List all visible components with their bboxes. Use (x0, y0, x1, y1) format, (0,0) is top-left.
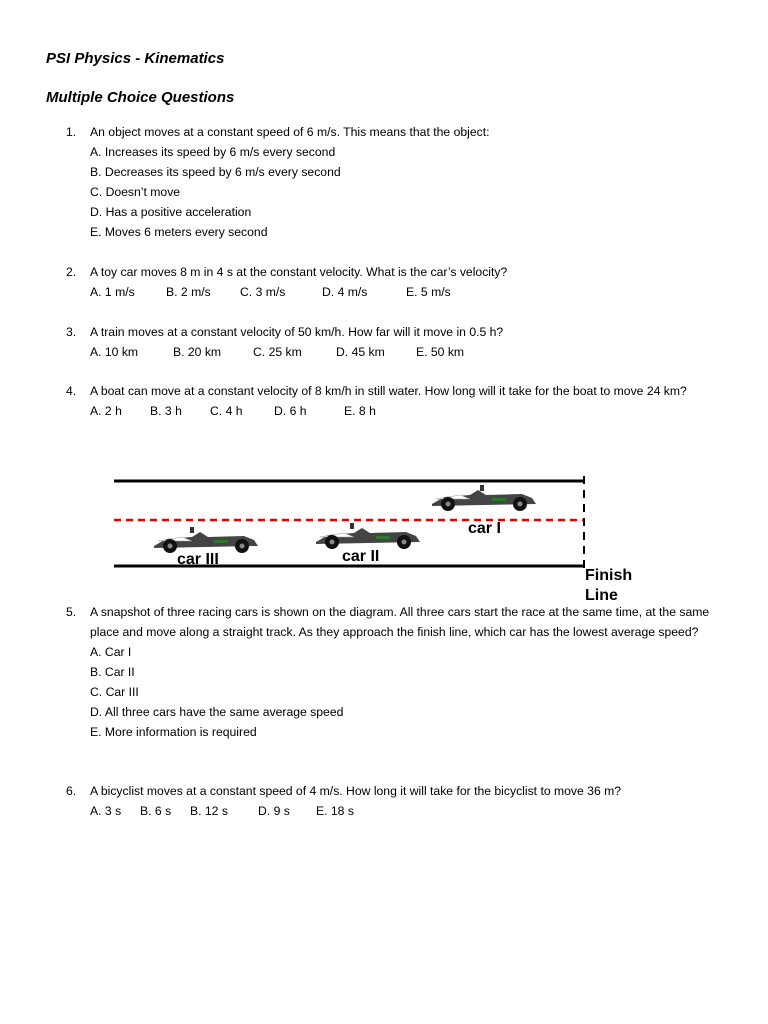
car-3-label: car III (177, 551, 219, 568)
option: D. 6 h (274, 404, 307, 418)
question-text: A train moves at a constant velocity of 50 km/h. How far will it move in 0.5 h? (90, 325, 504, 339)
option: C. Doesn’t move (90, 185, 181, 199)
question-6 (66, 781, 738, 821)
option: C. 3 m/s (240, 285, 286, 299)
option: B. 2 m/s (166, 285, 211, 299)
track-svg (110, 470, 650, 610)
question-number: 6. (66, 784, 77, 798)
finish-line-label-line2: Line (585, 587, 618, 604)
option: B. Car II (90, 665, 135, 679)
finish-line-label (585, 566, 632, 606)
race-car-2-icon (316, 523, 420, 549)
race-car-3-icon (154, 527, 258, 553)
question-text: A boat can move at a constant velocity of 8 km/h in still water. How long will it take for the boat to move 24 km? (90, 384, 687, 398)
options-row (90, 282, 738, 302)
page-title: PSI Physics - Kinematics (46, 50, 225, 67)
options-row (90, 342, 738, 362)
option: D. 4 m/s (322, 285, 368, 299)
option: D. All three cars have the same average speed (90, 705, 344, 719)
car-2-label: car II (342, 548, 380, 565)
option: B. 6 s (140, 804, 172, 818)
question-text: A toy car moves 8 m in 4 s at the constant velocity. What is the car’s velocity? (90, 265, 508, 279)
option: A. 3 s (90, 804, 122, 818)
finish-line-label-line1: Finish (585, 567, 633, 584)
race-track-diagram (110, 470, 650, 610)
question-text: A bicyclist moves at a constant speed of 4 m/s. How long it will take for the bicyclist to move 36 m? (90, 784, 622, 798)
question-5 (66, 602, 738, 742)
option: A. 1 m/s (90, 285, 135, 299)
question-number: 1. (66, 125, 77, 139)
question-3 (66, 322, 738, 362)
option: B. Decreases its speed by 6 m/s every second (90, 165, 341, 179)
question-text: A snapshot of three racing cars is shown on the diagram. All three cars start the race at the same time, at the same place and move along a straight track. As they approach the finish line, which car has the lowest average speed? (90, 605, 710, 639)
option: E. 5 m/s (406, 285, 451, 299)
options-row (90, 801, 738, 821)
question-number: 3. (66, 325, 77, 339)
option: A. 2 h (90, 404, 122, 418)
question-number: 5. (66, 605, 77, 619)
option: B. 3 h (150, 404, 182, 418)
section-heading: Multiple Choice Questions (46, 89, 235, 106)
question-4 (66, 381, 738, 421)
option: E. 50 km (416, 345, 465, 359)
question-number: 4. (66, 384, 77, 398)
race-car-1-icon (432, 485, 536, 511)
option: D. 9 s (258, 804, 290, 818)
option: A. 10 km (90, 345, 139, 359)
option: C. Car III (90, 685, 139, 699)
option: E. 18 s (316, 804, 354, 818)
option: D. 45 km (336, 345, 385, 359)
options-row (90, 401, 738, 421)
option: B. 12 s (190, 804, 228, 818)
option: E. Moves 6 meters every second (90, 225, 268, 239)
option: D. Has a positive acceleration (90, 205, 252, 219)
option: E. 8 h (344, 404, 376, 418)
car-1-label: car I (468, 520, 501, 537)
option: A. Increases its speed by 6 m/s every second (90, 145, 336, 159)
question-number: 2. (66, 265, 77, 279)
option: B. 20 km (173, 345, 222, 359)
question-1 (66, 122, 738, 242)
option: E. More information is required (90, 725, 257, 739)
option: A. Car I (90, 645, 132, 659)
question-2 (66, 262, 738, 302)
option: C. 4 h (210, 404, 243, 418)
question-text: An object moves at a constant speed of 6 m/s. This means that the object: (90, 125, 490, 139)
option: C. 25 km (253, 345, 302, 359)
